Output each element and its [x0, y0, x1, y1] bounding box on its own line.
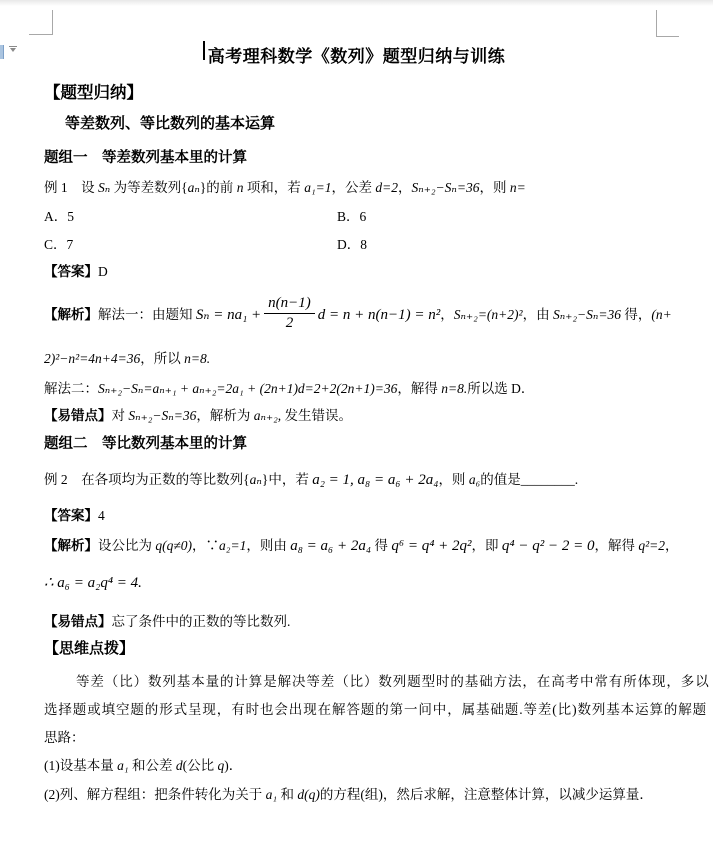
fraction — [264, 295, 315, 331]
analysis1-pre: 【解析】解法一：由题知 Sₙ = na₁ + — [44, 306, 262, 323]
section-header: 【题型归纳】 — [44, 84, 143, 102]
analysis1-line1 — [44, 288, 672, 338]
option-c: C．7 — [44, 237, 74, 252]
analysis1-line2: 2)²−n²=4n+4=36，所以 n=8. — [44, 351, 211, 366]
option-a: A．5 — [44, 209, 74, 224]
document-title: 高考理科数学《数列》题型归纳与训练 — [207, 47, 506, 66]
conclusion-text: ∴ a₆ = a₂q⁴ = 4. — [44, 575, 142, 591]
option-b: B．6 — [337, 209, 367, 224]
method2-text: 解法二：Sₙ₊₂−Sₙ=aₙ₊₁ + aₙ₊₂=2a₁ + (2n+1)d=2+2(2n+1)=36，解得 n=8.所以选 D． — [44, 381, 535, 396]
fraction-denominator: 2 — [285, 314, 294, 331]
tips-item1: (1)设基本量 a₁ 和公差 d(公比 q)． — [44, 758, 243, 773]
mistake1-text: 【易错点】对 Sₙ₊₂−Sₙ=36，解析为 aₙ₊₂, 发生错误。 — [44, 408, 353, 423]
tips-paragraph-line1: 等差（比）数列基本量的计算是解决等差（比）数列题型时的基础方法，在高考中常有所体现，多以 — [76, 674, 710, 689]
mistake2-text: 【易错点】忘了条件中的正数的等比数列. — [44, 614, 291, 629]
page-margin-mark-top-left — [29, 10, 53, 35]
tips-paragraph-line3: 思路： — [44, 730, 85, 745]
tips-paragraph-line2: 选择题或填空题的形式呈现，有时也会出现在解答题的第一问中，属基础题.等差(比)数列基本运算的解题 — [44, 702, 708, 717]
page-margin-mark-top-right — [656, 10, 679, 37]
answer2-text: 【答案】4 — [44, 508, 105, 523]
group2-heading: 题组二 等比数列基本里的计算 — [44, 436, 247, 452]
analysis2-text: 【解析】设公比为 q(q≠0)，∵a₂=1，则由 a₈ = a₆ + 2a₄ 得 q⁶ = q⁴ + 2q²，即 q⁴ − q² − 2 = 0，解得 q²=2， — [44, 538, 679, 554]
tips-heading: 【思维点拨】 — [44, 640, 135, 657]
toolbar-shadow — [0, 0, 713, 6]
example2-text: 例 2 在各项均为正数的等比数列{aₙ}中，若 a₂ = 1, a₈ = a₆ + 2a₄，则 a₆的值是________. — [44, 472, 579, 488]
option-d: D．8 — [337, 237, 367, 252]
group1-heading: 题组一 等差数列基本里的计算 — [44, 150, 247, 166]
topic-header: 等差数列、等比数列的基本运算 — [65, 115, 276, 132]
fraction-numerator: n(n−1) — [264, 295, 315, 314]
answer1-text: 【答案】D — [44, 264, 108, 279]
analysis1-post: d = n + n(n−1) = n²，Sₙ₊₂=(n+2)²，由 Sₙ₊₂−Sₙ=36 得，(n+ — [317, 306, 672, 323]
tips-item2: (2)列、解方程组：把条件转化为关于 a₁ 和 d(q)的方程(组)，然后求解，注意整体计算，以减少运算量． — [44, 787, 653, 802]
example1-text: 例 1 设 Sₙ 为等差数列{aₙ}的前 n 项和，若 a₁=1，公差 d=2，Sₙ₊₂−Sₙ=36，则 n= — [44, 180, 526, 195]
